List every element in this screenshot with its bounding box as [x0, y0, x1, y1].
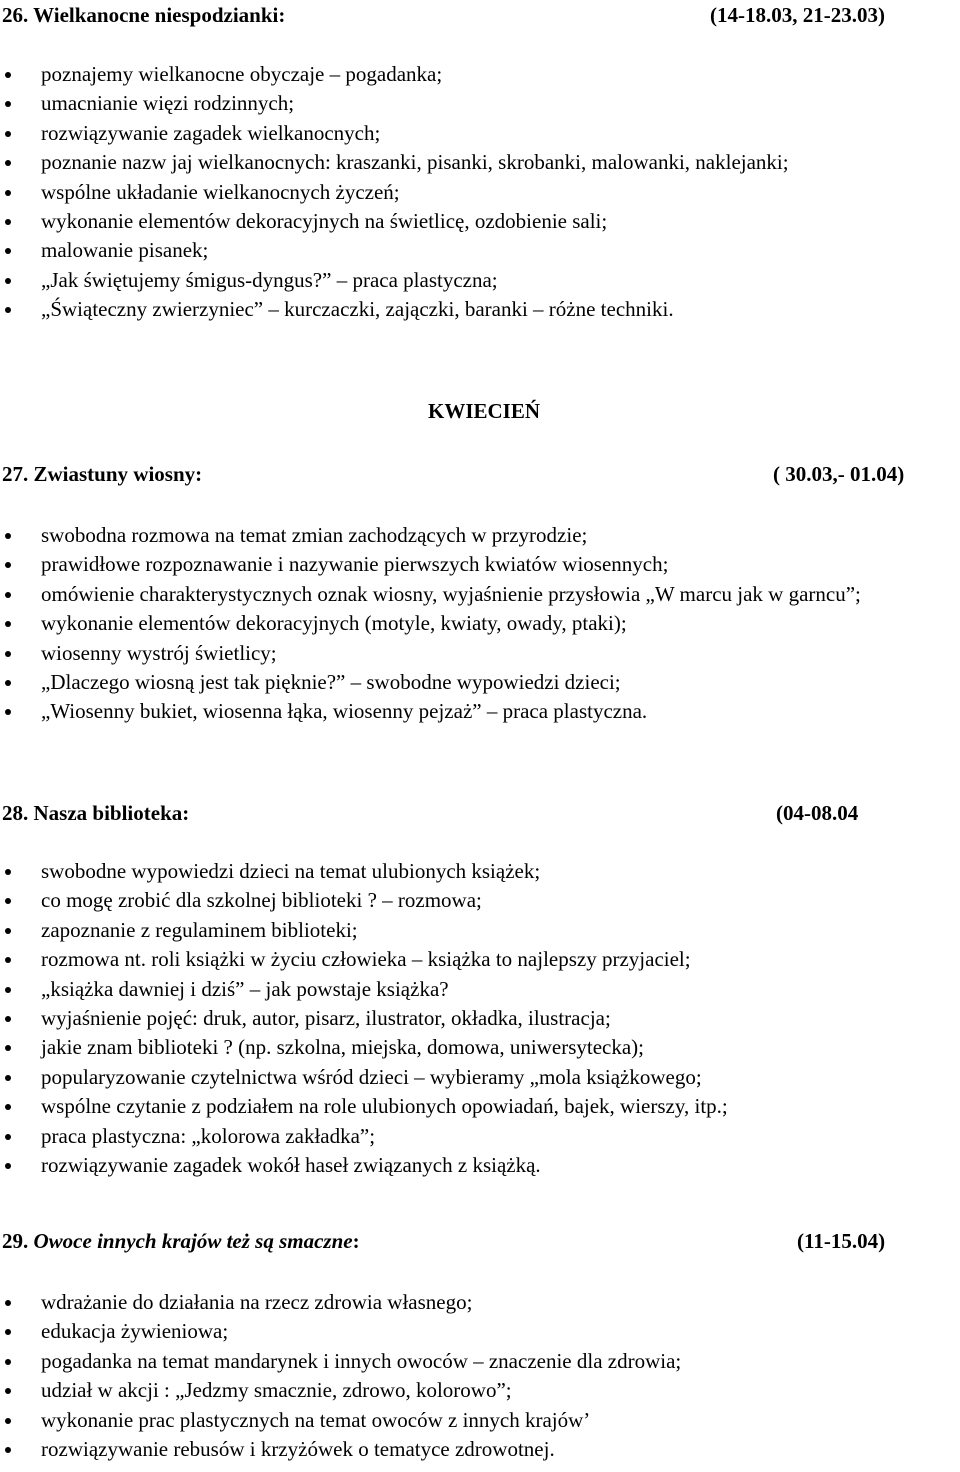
- activity-list: [0, 521, 960, 727]
- list-item: wykonanie elementów dekoracyjnych (motyle, kwiaty, owady, ptaki);: [0, 609, 960, 638]
- list-item: zapoznanie z regulaminem biblioteki;: [0, 916, 960, 945]
- section-heading: [0, 798, 960, 828]
- list-item: wspólne układanie wielkanocnych życzeń;: [0, 178, 960, 207]
- list-item: popularyzowanie czytelnictwa wśród dzieci – wybieramy „mola książkowego;: [0, 1063, 960, 1092]
- section-dates: (11-15.04): [797, 1229, 886, 1253]
- list-item: praca plastyczna: „kolorowa zakładka”;: [0, 1122, 960, 1151]
- list-item: pogadanka na temat mandarynek i innych owoców – znaczenie dla zdrowia;: [0, 1347, 960, 1376]
- list-item: rozmowa nt. roli książki w życiu człowieka – książka to najlepszy przyjaciel;: [0, 945, 960, 974]
- list-item: „Jak świętujemy śmigus-dyngus?” – praca plastyczna;: [0, 266, 960, 295]
- list-item: poznajemy wielkanocne obyczaje – pogadanka;: [0, 60, 960, 89]
- list-item: prawidłowe rozpoznawanie i nazywanie pierwszych kwiatów wiosennych;: [0, 550, 960, 579]
- list-item: wyjaśnienie pojęć: druk, autor, pisarz, ilustrator, okładka, ilustracja;: [0, 1004, 960, 1033]
- list-item: rozwiązywanie zagadek wokół haseł związanych z książką.: [0, 1151, 960, 1180]
- section-title: 28. Nasza biblioteka:: [2, 801, 190, 825]
- section-title: 26. Wielkanocne niespodzianki:: [2, 3, 286, 27]
- activity-list: [0, 60, 960, 325]
- list-item: „Dlaczego wiosną jest tak pięknie?” – swobodne wypowiedzi dzieci;: [0, 668, 960, 697]
- list-item: co mogę zrobić dla szkolnej biblioteki ? – rozmowa;: [0, 886, 960, 915]
- section-title: 27. Zwiastuny wiosny:: [2, 462, 203, 486]
- section-number: 29.: [2, 1229, 29, 1253]
- list-item: jakie znam biblioteki ? (np. szkolna, miejska, domowa, uniwersytecka);: [0, 1033, 960, 1062]
- list-item: edukacja żywieniowa;: [0, 1317, 960, 1346]
- list-item: poznanie nazw jaj wielkanocnych: kraszanki, pisanki, skrobanki, malowanki, naklejanki;: [0, 148, 855, 177]
- section-title-suffix: :: [352, 1229, 360, 1253]
- list-item: omówienie charakterystycznych oznak wiosny, wyjaśnienie przysłowia „W marcu jak w garncu”;: [0, 580, 960, 609]
- list-item: umacnianie więzi rodzinnych;: [0, 89, 960, 118]
- section-dates: (14-18.03, 21-23.03): [710, 3, 885, 27]
- list-item: rozwiązywanie zagadek wielkanocnych;: [0, 119, 960, 148]
- list-item: „Wiosenny bukiet, wiosenna łąka, wiosenny pejzaż” – praca plastyczna.: [0, 697, 960, 726]
- list-item: wdrażanie do działania na rzecz zdrowia własnego;: [0, 1288, 960, 1317]
- list-item: rozwiązywanie rebusów i krzyżówek o tematyce zdrowotnej.: [0, 1435, 960, 1464]
- list-item: wykonanie elementów dekoracyjnych na świetlicę, ozdobienie sali;: [0, 207, 960, 236]
- list-item: swobodna rozmowa na temat zmian zachodzących w przyrodzie;: [0, 521, 960, 550]
- list-item: malowanie pisanek;: [0, 236, 960, 265]
- list-item: wspólne czytanie z podziałem na role ulubionych opowiadań, bajek, wierszy, itp.;: [0, 1092, 960, 1121]
- section-dates: (04-08.04: [776, 801, 859, 825]
- list-item: udział w akcji : „Jedzmy smacznie, zdrowo, kolorowo”;: [0, 1376, 960, 1405]
- section-heading: [0, 459, 960, 489]
- activity-list: [0, 1288, 960, 1464]
- section-heading: [0, 1226, 960, 1256]
- month-heading: KWIECIEŃ: [427, 399, 541, 423]
- section-title: [2, 1226, 360, 1256]
- list-item: swobodne wypowiedzi dzieci na temat ulubionych książek;: [0, 857, 960, 886]
- list-item: wiosenny wystrój świetlicy;: [0, 639, 960, 668]
- list-item: „książka dawniej i dziś” – jak powstaje książka?: [0, 975, 960, 1004]
- list-item: wykonanie prac plastycznych na temat owoców z innych krajów’: [0, 1406, 960, 1435]
- list-item: „Świąteczny zwierzyniec” – kurczaczki, zajączki, baranki – różne techniki.: [0, 295, 960, 324]
- section-title-text: Owoce innych krajów też są smaczne: [33, 1229, 353, 1253]
- section-dates: ( 30.03,- 01.04): [773, 462, 905, 486]
- section-heading: [0, 0, 960, 30]
- activity-list: [0, 857, 960, 1180]
